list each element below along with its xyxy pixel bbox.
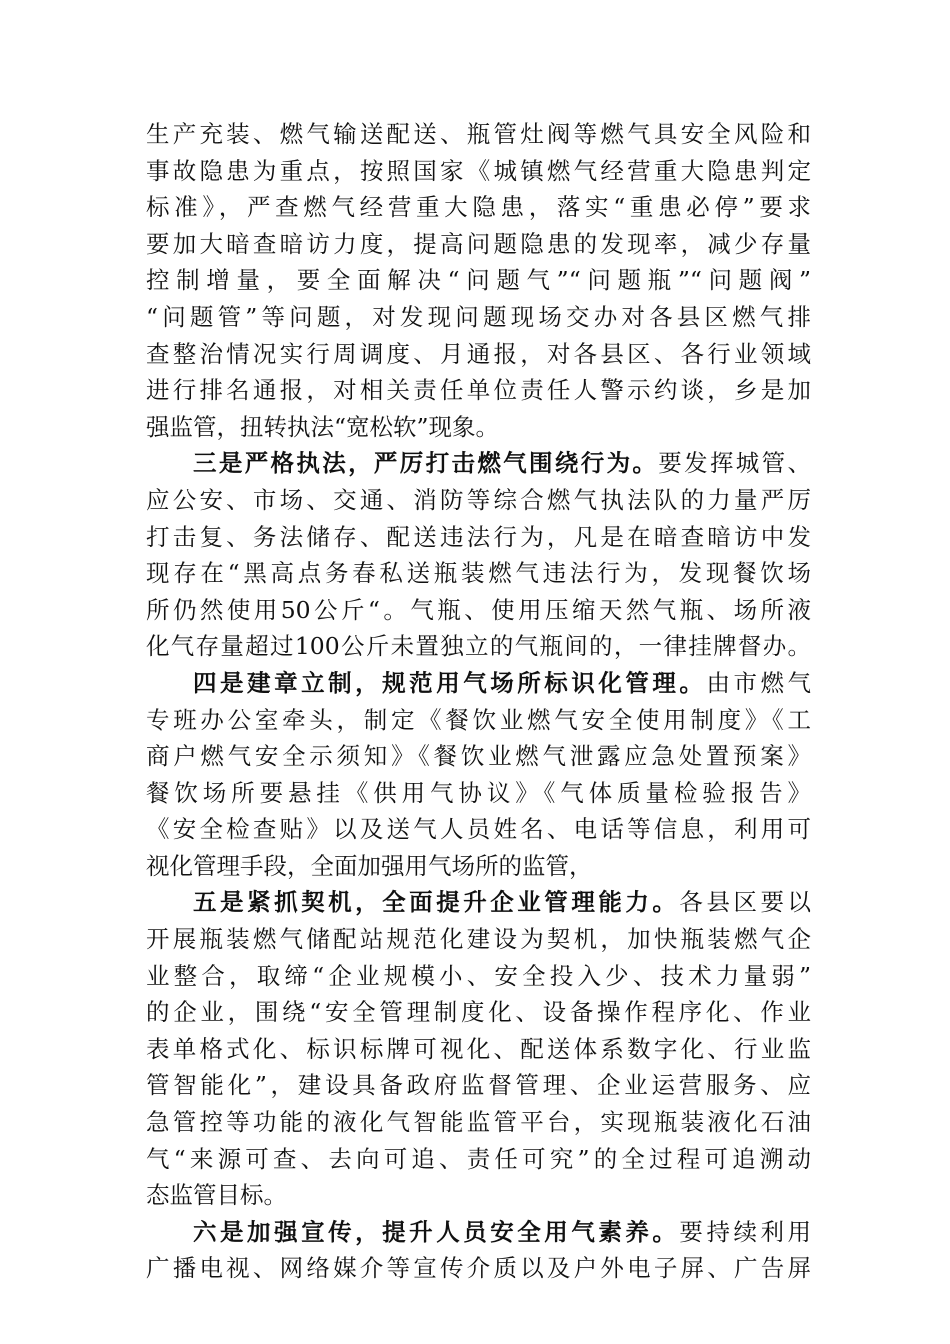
- line-text: 进行排名通报，对相关责任单位责任人警示约谈，乡是加: [146, 376, 811, 405]
- line-text: 要发挥城管、: [658, 449, 812, 478]
- text-line: [146, 372, 811, 409]
- text-line: [146, 1031, 811, 1068]
- paragraph-heading: 三是严格执法，严厉打击燃气围绕行为。: [193, 449, 659, 478]
- paragraph-heading: 四是建章立制，规范用气场所标识化管理。: [193, 668, 707, 697]
- paragraph-heading: 五是紧抓契机，全面提升企业管理能力。: [193, 888, 680, 917]
- text-line: [146, 226, 811, 263]
- line-text: 开展瓶装燃气储配站规范化建设为契机，加快瓶装燃气企: [146, 925, 811, 954]
- text-line: [146, 262, 811, 299]
- text-line: [146, 153, 811, 190]
- text-line: [146, 775, 811, 812]
- paragraph-heading-line: [146, 884, 811, 921]
- line-text: 急管控等功能的液化气智能监管平台，实现瓶装液化石油: [146, 1108, 811, 1137]
- text-line: [146, 336, 811, 373]
- text-line: [146, 519, 811, 556]
- line-text: 现存在“黑高点务春私送瓶装燃气违法行为，发现餐饮场: [146, 559, 811, 588]
- document-body: [146, 116, 811, 1287]
- line-text: 气“来源可查、去向可追、责任可究”的全过程可追溯动: [146, 1144, 811, 1173]
- line-text: 标准》，严查燃气经营重大隐患，落实“重患必停”要求: [146, 193, 811, 222]
- text-line: [146, 994, 811, 1031]
- line-text: 应公安、市场、交通、消防等综合燃气执法队的力量严厉: [146, 485, 811, 514]
- line-text: 控制增量，要全面解决“问题气”“问题瓶”“问题阀”: [146, 266, 811, 295]
- line-text: 事故隐患为重点，按照国家《城镇燃气经营重大隐患判定: [146, 156, 811, 185]
- line-text: 管智能化”，建设具备政府监督管理、企业运营服务、应: [146, 1071, 811, 1100]
- line-text: 餐饮场所要悬挂《供用气协议》《气体质量检验报告》: [146, 778, 811, 807]
- line-text: 查整治情况实行周调度、月通报，对各县区、各行业领域: [146, 339, 811, 368]
- text-line: [146, 738, 811, 775]
- line-text: 所仍然使用50公斤“。气瓶、使用压缩天然气瓶、场所液: [146, 595, 811, 624]
- text-line: [146, 189, 811, 226]
- line-text: 要加大暗查暗访力度，提高问题隐患的发现率，减少存量: [146, 229, 811, 258]
- line-text: 态监管目标。: [146, 1181, 287, 1210]
- line-text: 由市燃气: [706, 668, 812, 697]
- text-line: [146, 592, 811, 629]
- text-line: [146, 1177, 811, 1214]
- line-text: 《安全检查贴》以及送气人员姓名、电话等信息，利用可: [146, 815, 811, 844]
- text-line: [146, 628, 811, 665]
- line-text: 的企业，围绕“安全管理制度化、设备操作程序化、作业: [146, 998, 811, 1027]
- paragraph-heading-line: [146, 665, 811, 702]
- text-line: [146, 811, 811, 848]
- text-line: [146, 702, 811, 739]
- line-text: 化气存量超过100公斤未置独立的气瓶间的，一律挂牌督办。: [146, 632, 811, 661]
- text-line: [146, 1141, 811, 1178]
- text-line: [146, 921, 811, 958]
- line-text: “问题管”等问题，对发现问题现场交办对各县区燃气排: [146, 302, 811, 331]
- text-line: [146, 958, 811, 995]
- line-text: 生产充装、燃气输送配送、瓶管灶阀等燃气具安全风险和: [146, 120, 811, 148]
- text-line: [146, 482, 811, 519]
- line-text: 视化管理手段，全面加强用气场所的监管，: [146, 851, 593, 880]
- text-line: [146, 1067, 811, 1104]
- text-line: [146, 555, 811, 592]
- line-text: 打击复、务法储存、配送违法行为，凡是在暗查暗访中发: [146, 522, 811, 551]
- text-line: [146, 848, 811, 885]
- paragraph-heading-line: [146, 445, 811, 482]
- paragraph-heading: 六是加强宣传，提升人员安全用气素养。: [193, 1217, 680, 1246]
- text-line: [146, 116, 811, 153]
- line-text: 各县区要以: [679, 888, 812, 917]
- text-line: [146, 409, 811, 446]
- text-line: [146, 1250, 811, 1287]
- line-text: 表单格式化、标识标牌可视化、配送体系数字化、行业监: [146, 1034, 811, 1063]
- line-text: 强监管，扭转执法“宽松软”现象。: [146, 412, 500, 441]
- line-text: 业整合，取缔“企业规模小、安全投入少、技术力量弱”: [146, 961, 811, 990]
- paragraph-heading-line: [146, 1214, 811, 1251]
- line-text: 要持续利用: [679, 1217, 812, 1246]
- text-line: [146, 299, 811, 336]
- text-line: [146, 1104, 811, 1141]
- line-text: 商户燃气安全示须知》《餐饮业燃气泄露应急处置预案》: [146, 742, 811, 771]
- line-text: 广播电视、网络媒介等宣传介质以及户外电子屏、广告屏: [146, 1254, 811, 1283]
- line-text: 专班办公室牵头，制定《餐饮业燃气安全使用制度》《工: [146, 705, 811, 734]
